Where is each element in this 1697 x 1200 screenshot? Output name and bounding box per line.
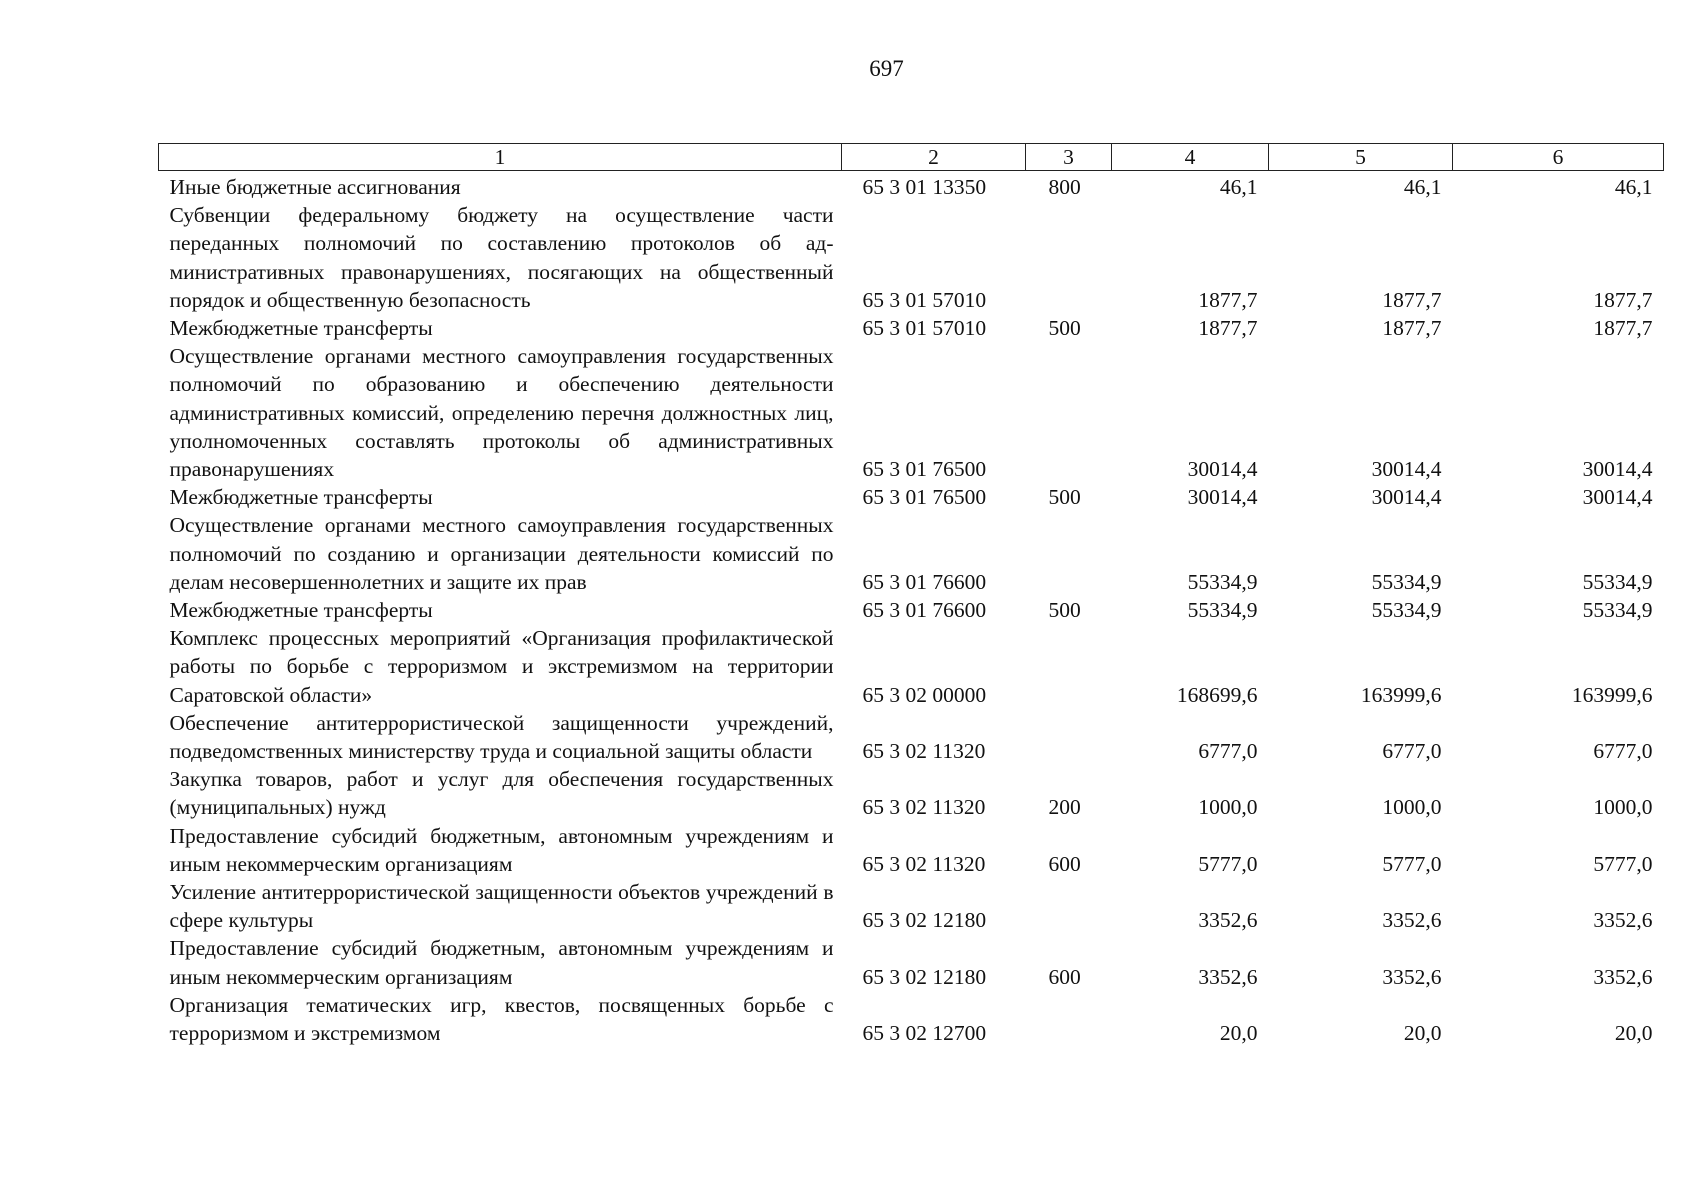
table-row	[159, 878, 1664, 934]
row-description: Межбюджетные трансферты	[169, 598, 433, 623]
row-amount-col6: 55334,9	[1582, 598, 1653, 623]
row-expense-type	[1026, 201, 1112, 314]
table-row	[159, 314, 1664, 342]
row-amount-col6: 1000,0	[1593, 795, 1653, 820]
header-col-4: 4	[1112, 144, 1269, 171]
table-row	[159, 171, 1664, 202]
header-col-3: 3	[1026, 144, 1112, 171]
row-code: 65 3 02 11320	[862, 851, 986, 876]
row-description: Закупка товаров, работ и услуг для обеспечения государственных (муниципальных) нужд	[169, 767, 834, 820]
row-amount-col4: 1877,7	[1198, 316, 1258, 341]
table-row	[159, 201, 1664, 314]
header-row	[159, 144, 1664, 171]
row-amount-col5: 5777,0	[1382, 851, 1442, 876]
table-row	[159, 342, 1664, 483]
table-header	[159, 144, 1664, 171]
row-amount-col5: 46,1	[1403, 175, 1442, 199]
row-code: 65 3 01 76500	[862, 457, 987, 482]
row-code: 65 3 01 13350	[862, 175, 987, 199]
row-amount-col5: 1877,7	[1382, 287, 1442, 312]
row-expense-type	[1026, 624, 1112, 709]
row-code: 65 3 01 76500	[862, 485, 987, 510]
row-amount-col4: 5777,0	[1198, 851, 1258, 876]
row-code: 65 3 02 11320	[862, 739, 986, 764]
row-code: 65 3 02 12180	[862, 908, 987, 933]
row-description: Межбюджетные трансферты	[169, 316, 433, 341]
row-description: Комплекс процессных мероприятий «Организация профилактической работы по борьбе с терроризмом и экстремизмом на территории Саратовской области»	[169, 626, 834, 707]
row-amount-col6: 5777,0	[1593, 851, 1653, 876]
row-amount-col4: 30014,4	[1187, 457, 1258, 482]
table-body	[159, 171, 1664, 1048]
row-code: 65 3 02 00000	[862, 682, 987, 707]
row-description: Субвенции федеральному бюджету на осуществление части переданных полномочий по составлению протоколов об административных правонарушениях, посягающих на общественный порядок и общественную безопасность	[169, 203, 834, 312]
table-row	[159, 934, 1664, 990]
row-description: Межбюджетные трансферты	[169, 485, 433, 510]
table-row	[159, 511, 1664, 596]
header-col-6: 6	[1453, 144, 1664, 171]
row-expense-type: 500	[1048, 598, 1081, 623]
row-amount-col5: 55334,9	[1371, 598, 1442, 623]
row-amount-col6: 46,1	[1614, 175, 1653, 199]
row-amount-col4: 20,0	[1219, 1021, 1258, 1046]
row-amount-col5: 3352,6	[1382, 964, 1442, 989]
row-code: 65 3 01 76600	[862, 598, 987, 623]
row-description: Обеспечение антитеррористической защищенности учреждений, подведомственных министерству труда и социальной защиты области	[169, 710, 834, 764]
row-amount-col4: 30014,4	[1187, 485, 1258, 510]
row-description: Осуществление органами местного самоуправления государственных полномочий по образованию и обеспечению деятельности административных комиссий, определению перечня должностных лиц, уполномоченных составлять протоколы об административных правонарушениях	[169, 344, 834, 482]
row-amount-col5: 30014,4	[1371, 457, 1442, 482]
row-description: Осуществление органами местного самоуправления государственных полномочий по созданию и организации деятельности комиссий по делам несовершеннолетних и защите их прав	[169, 513, 834, 594]
row-amount-col6: 3352,6	[1593, 964, 1653, 989]
row-amount-col4: 168699,6	[1176, 682, 1258, 707]
row-code: 65 3 01 57010	[862, 287, 987, 312]
row-amount-col6: 30014,4	[1582, 485, 1653, 510]
row-code: 65 3 02 11320	[862, 795, 986, 820]
table-row	[159, 991, 1664, 1047]
row-amount-col6: 163999,6	[1571, 682, 1653, 707]
row-expense-type	[1026, 511, 1112, 596]
row-amount-col5: 6777,0	[1382, 739, 1442, 764]
row-expense-type: 200	[1048, 795, 1081, 820]
row-expense-type: 500	[1048, 316, 1081, 341]
row-expense-type	[1026, 342, 1112, 483]
row-amount-col6: 3352,6	[1593, 908, 1653, 933]
row-expense-type: 600	[1048, 851, 1081, 876]
row-amount-col4: 1000,0	[1198, 795, 1258, 820]
row-amount-col6: 1877,7	[1593, 316, 1653, 341]
row-amount-col6: 6777,0	[1593, 739, 1653, 764]
page-number: 697	[869, 56, 904, 81]
row-code: 65 3 02 12700	[862, 1021, 987, 1046]
budget-table	[158, 143, 1664, 1047]
row-description: Организация тематических игр, квестов, посвященных борьбе с терроризмом и экстремизмом	[169, 992, 834, 1046]
row-description: Предоставление субсидий бюджетным, автономным учреждениям и иным некоммерческим организациям	[169, 823, 834, 876]
row-expense-type	[1026, 709, 1112, 765]
row-amount-col4: 55334,9	[1187, 598, 1258, 623]
row-amount-col5: 1000,0	[1382, 795, 1442, 820]
row-expense-type: 600	[1048, 964, 1081, 989]
table-row	[159, 822, 1664, 878]
row-amount-col5: 30014,4	[1371, 485, 1442, 510]
row-amount-col4: 55334,9	[1187, 569, 1258, 594]
row-amount-col5: 20,0	[1403, 1021, 1442, 1046]
row-code: 65 3 02 12180	[862, 964, 987, 989]
row-amount-col6: 20,0	[1614, 1021, 1653, 1046]
row-expense-type: 500	[1048, 485, 1081, 510]
row-code: 65 3 01 57010	[862, 316, 987, 341]
row-expense-type	[1026, 991, 1112, 1047]
header-col-1: 1	[159, 144, 842, 171]
row-description: Иные бюджетные ассигнования	[169, 175, 461, 199]
row-code: 65 3 01 76600	[862, 569, 987, 594]
header-col-5: 5	[1269, 144, 1453, 171]
table-row	[159, 709, 1664, 765]
table-row	[159, 596, 1664, 624]
row-description: Усиление антитеррористической защищенности объектов учреждений в сфере культуры	[169, 880, 834, 933]
row-amount-col4: 3352,6	[1198, 964, 1258, 989]
row-amount-col4: 1877,7	[1198, 287, 1258, 312]
row-amount-col6: 30014,4	[1582, 457, 1653, 482]
row-amount-col6: 55334,9	[1582, 569, 1653, 594]
row-amount-col5: 55334,9	[1371, 569, 1442, 594]
row-amount-col4: 3352,6	[1198, 908, 1258, 933]
header-col-2: 2	[842, 144, 1026, 171]
row-description: Предоставление субсидий бюджетным, автономным учреждениям и иным некоммерческим организациям	[169, 936, 834, 989]
row-amount-col5: 1877,7	[1382, 316, 1442, 341]
row-expense-type: 800	[1048, 175, 1081, 199]
row-amount-col5: 163999,6	[1360, 682, 1442, 707]
budget-table-container	[158, 143, 1663, 1047]
table-row	[159, 624, 1664, 709]
row-amount-col4: 6777,0	[1198, 739, 1258, 764]
table-row	[159, 765, 1664, 821]
row-amount-col5: 3352,6	[1382, 908, 1442, 933]
row-amount-col6: 1877,7	[1593, 287, 1653, 312]
row-expense-type	[1026, 878, 1112, 934]
table-row	[159, 483, 1664, 511]
row-amount-col4: 46,1	[1219, 175, 1258, 199]
